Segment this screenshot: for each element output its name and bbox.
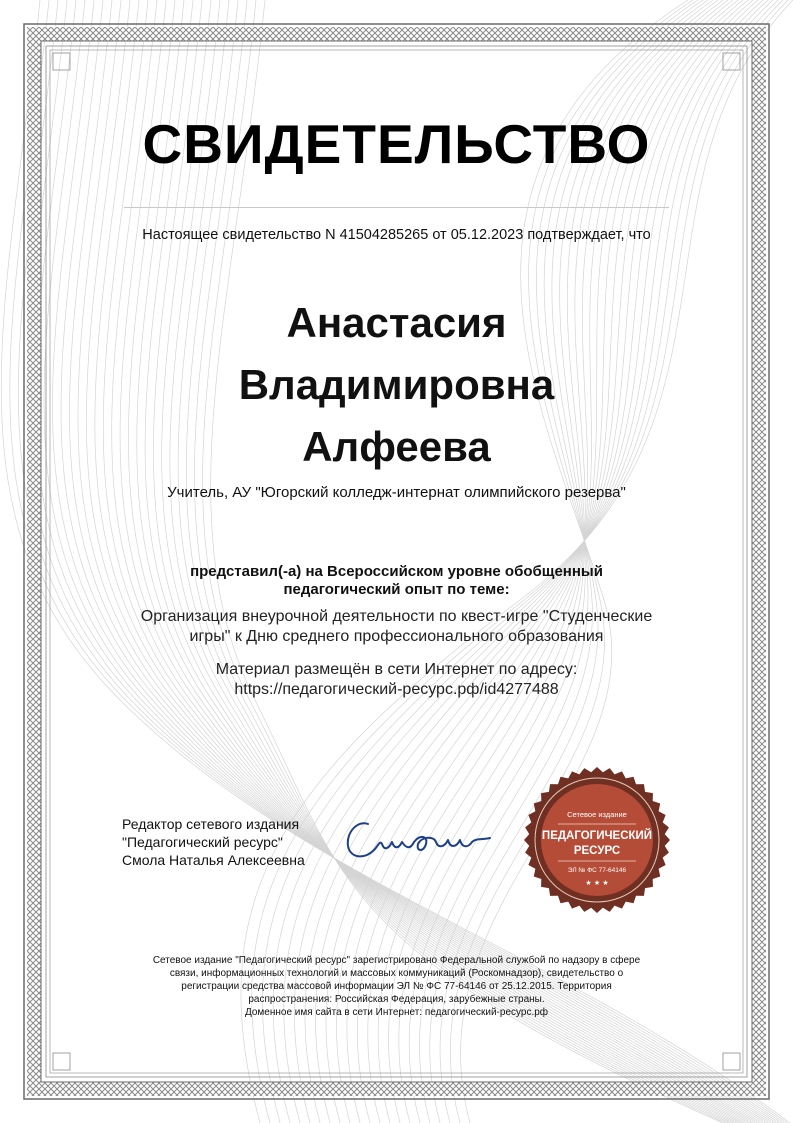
recipient-first-name: Анастасия (286, 299, 507, 346)
editor-line: "Педагогический ресурс" (122, 834, 283, 850)
editor-signature (340, 810, 500, 870)
footer-line: Доменное имя сайта в сети Интернет: педагогический-ресурс.рф (244, 1007, 549, 1018)
topic-line: Организация внеурочной деятельности по квест-игре "Студенческие (140, 608, 653, 625)
editor-block (122, 815, 305, 869)
editor-line: Редактор сетевого издания (122, 816, 300, 832)
registration-footer (120, 954, 673, 1019)
seal-title: РЕСУРС (573, 845, 621, 857)
seal-stars: ★ ★ ★ (585, 879, 609, 887)
recipient-name (150, 292, 643, 478)
footer-line: распространения: Российская Федерация, зарубежные страны. (248, 994, 545, 1005)
footer-line: связи, информационных технологий и массовых коммуникаций (Роскомнадзор), свидетельство о (169, 968, 624, 979)
certificate-intro: Настоящее свидетельство N 41504285265 от 05.12.2023 подтверждает, что (142, 227, 651, 243)
seal-title: ПЕДАГОГИЧЕСКИЙ (541, 830, 653, 842)
material-label: Материал размещён в сети Интернет по адресу: (215, 661, 578, 678)
footer-line: регистрации средства массовой информации ЭЛ № ФС 77-64146 от 25.12.2015. Территория (181, 981, 612, 992)
presented-line: педагогический опыт по теме: (283, 581, 510, 598)
title-divider (124, 207, 669, 208)
footer-line: Сетевое издание "Педагогический ресурс" зарегистрировано Федеральной службой по надзору в сфере (152, 955, 641, 966)
topic-line: игры" к Дню среднего профессионального образования (189, 628, 604, 645)
recipient-last-name: Алфеева (302, 423, 491, 470)
certificate-title: СВИДЕТЕЛЬСТВО (142, 113, 651, 175)
recipient-patronymic: Владимировна (238, 361, 555, 408)
material-url: https://педагогический-ресурс.рф/id4277488 (234, 681, 559, 698)
presented-statement (160, 563, 633, 599)
publisher-seal (522, 765, 672, 915)
recipient-position: Учитель, АУ "Югорский колледж-интернат олимпийского резерва" (167, 484, 626, 501)
seal-top-text: Сетевое издание (567, 810, 627, 819)
topic-text (120, 607, 673, 647)
presented-line: представил(-а) на Всероссийском уровне обобщенный (190, 563, 603, 580)
seal-registration: ЭЛ № ФС 77-64146 (567, 867, 627, 874)
material-location (120, 660, 673, 700)
editor-line: Смола Наталья Алексеевна (122, 852, 305, 868)
